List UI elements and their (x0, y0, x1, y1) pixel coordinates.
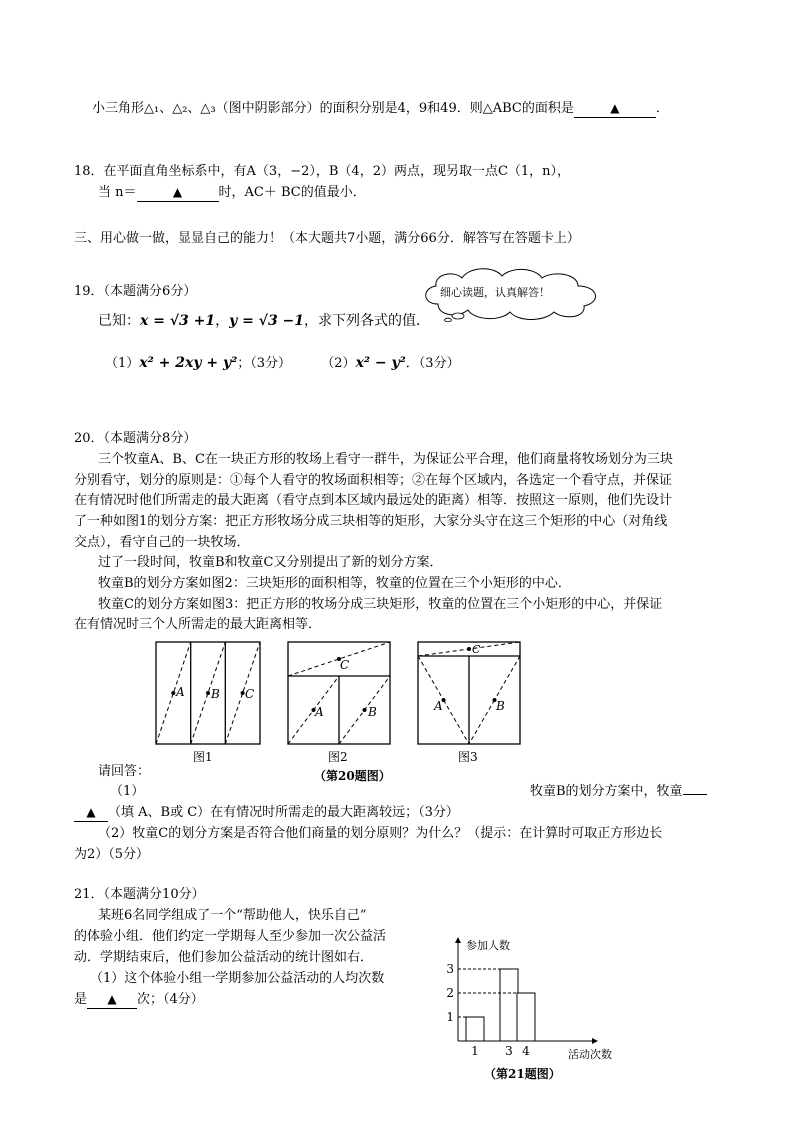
bar-3 (500, 969, 518, 1041)
part1-expression: x² + 2xy + y² (139, 355, 238, 371)
fig1-label-a: A (176, 685, 185, 699)
part2-expression: x² − y² (355, 355, 406, 371)
q21-line2: 的体验小组．他们约定一学期每人至少参加一次公益活 (74, 929, 387, 944)
q20-p1-line2: 分别看守，划分的原则是：①每个人看守的牧场面积相等；②在每个区域内，各选定一个看守点，并保证 (74, 473, 673, 488)
q21-sub1-blank[interactable]: ▲ (87, 991, 137, 1009)
q20-sub2-line1: （2）牧童C的划分方案是否符合他们商量的划分原则？为什么？（提示：在计算时可取正方形边长 (98, 826, 663, 841)
x-tick-label: 3 (505, 1044, 513, 1058)
q17-answer-blank[interactable]: ▲ (574, 100, 656, 118)
q21-sub1-line2: 是 ▲ 次；（4分） (74, 992, 204, 1007)
q18-line2: 当 n＝ ▲ 时，AC＋ BC的值最小． (98, 185, 366, 200)
fig20-title: （第20题图） (314, 769, 391, 783)
q19-header: 19．（本题满分6分） (74, 284, 197, 299)
y-tick-label: 3 (446, 962, 454, 976)
q20-sub1-right: 牧童B的划分方案中，牧童 (530, 782, 707, 802)
section-3-title: 三、用心做一做，显显自己的能力！（本大题共7小题，满分66分．解答写在答题卡上） (74, 231, 580, 246)
fig1-label-c: C (245, 687, 255, 701)
q21-line3: 动．学期结束后，他们参加公益活动的统计图如右． (74, 950, 374, 965)
y-expression: y = √3 −1 (229, 313, 305, 329)
figure-3 (412, 640, 526, 752)
bar-4 (517, 993, 535, 1041)
x-axis-arrow (592, 1038, 598, 1044)
fig3-label-c: C (472, 643, 481, 656)
q20-p1-line4: 了一种如图1的划分方案：把正方形牧场分成三块相等的矩形，大家分头守在这三个矩形的中心（对角线 (74, 514, 668, 529)
q21-header: 21．（本题满分10分） (74, 887, 205, 902)
q17-text: 小三角形△₁、△₂、△₃（图中阴影部分）的面积分别是4，9和49．则△ABC的面积是 (92, 101, 574, 116)
fig2-label-c: C (340, 658, 350, 672)
fig1-caption: 图1 (193, 750, 213, 764)
q20-sub1-label: （1） (110, 784, 145, 799)
cloud-text: 细心读题，认真解答！ (440, 286, 550, 299)
y-axis-arrow (455, 937, 461, 943)
q20-p1-line3: 在有情况时他们所需走的最大距离（看守点到本区域内最远处的距离）相等．按照这一原则，他们先设计 (74, 493, 673, 508)
fig3-label-a: A (434, 699, 443, 713)
bar-chart (440, 935, 620, 1085)
q20-p4-line2: 在有情况时三个人所需走的最大距离相等． (74, 617, 322, 632)
x-expression: x = √3 +1 (140, 313, 216, 329)
q20-p2: 过了一段时间，牧童B和牧童C又分别提出了新的划分方案． (98, 555, 443, 570)
q21-sub1-line1: （1）这个体验小组一学期参加公益活动的人均次数 (90, 971, 385, 986)
x-tick-label: 1 (471, 1044, 479, 1058)
q20-p4-line1: 牧童C的划分方案如图3：把正方形的牧场分成三块矩形，牧童的位置在三个小矩形的中心，并保证 (98, 597, 663, 612)
q20-ask: 请回答： (98, 764, 151, 779)
fig2-label-b: B (368, 705, 377, 719)
fig3-caption: 图3 (458, 750, 478, 764)
q18-line1: 18．在平面直角坐标系中，有A（3，−2），B（4，2）两点，现另取一点C（1，n）， (74, 164, 571, 179)
fig2-label-a: A (315, 705, 324, 719)
q20-header: 20．（本题满分8分） (74, 431, 197, 446)
q17-line: 小三角形△₁、△₂、△₃（图中阴影部分）的面积分别是4，9和49．则△ABC的面积是 ▲ ． (92, 101, 669, 116)
q18-answer-blank[interactable]: ▲ (137, 184, 219, 202)
q20-p1-line5: 交点），看守自己的一块牧场． (74, 535, 250, 550)
y-tick-label: 2 (446, 986, 454, 1000)
q20-sub1-blank[interactable]: ▲ (74, 804, 108, 822)
q20-sub1-line2: ▲ （填 A、B或 C）在有情况时所需走的最大距离较远；（3分） (74, 803, 459, 823)
x-tick-label: 4 (522, 1044, 530, 1058)
figure-2 (282, 640, 396, 752)
q19-parts: （1）x² + 2xy + y²；（3分） （2）x² − y²．（3分） (105, 355, 460, 371)
chart-x-label: 活动次数 (568, 1048, 612, 1061)
chart-title: （第21题图） (484, 1067, 561, 1081)
figure-1 (150, 640, 270, 752)
fig2-caption: 图2 (328, 750, 348, 764)
y-tick-label: 1 (446, 1010, 454, 1024)
q20-sub2-line2: 为2）（5分） (74, 847, 150, 862)
fig3-label-b: B (496, 699, 505, 713)
fig1-label-b: B (211, 687, 220, 701)
q20-p3: 牧童B的划分方案如图2：三块矩形的面积相等，牧童的位置在三个小矩形的中心． (98, 576, 571, 591)
bar-1 (466, 1017, 484, 1041)
q19-given: 已知：x = √3 +1，y = √3 −1，求下列各式的值． (98, 313, 431, 329)
q20-p1-line1: 三个牧童A、B、C在一块正方形的牧场上看守一群牛，为保证公平合理，他们商量将牧场划分为三块 (98, 452, 673, 467)
q21-line1: 某班6名同学组成了一个“帮助他人，快乐自己” (98, 908, 367, 923)
chart-y-label: 参加人数 (466, 939, 510, 952)
